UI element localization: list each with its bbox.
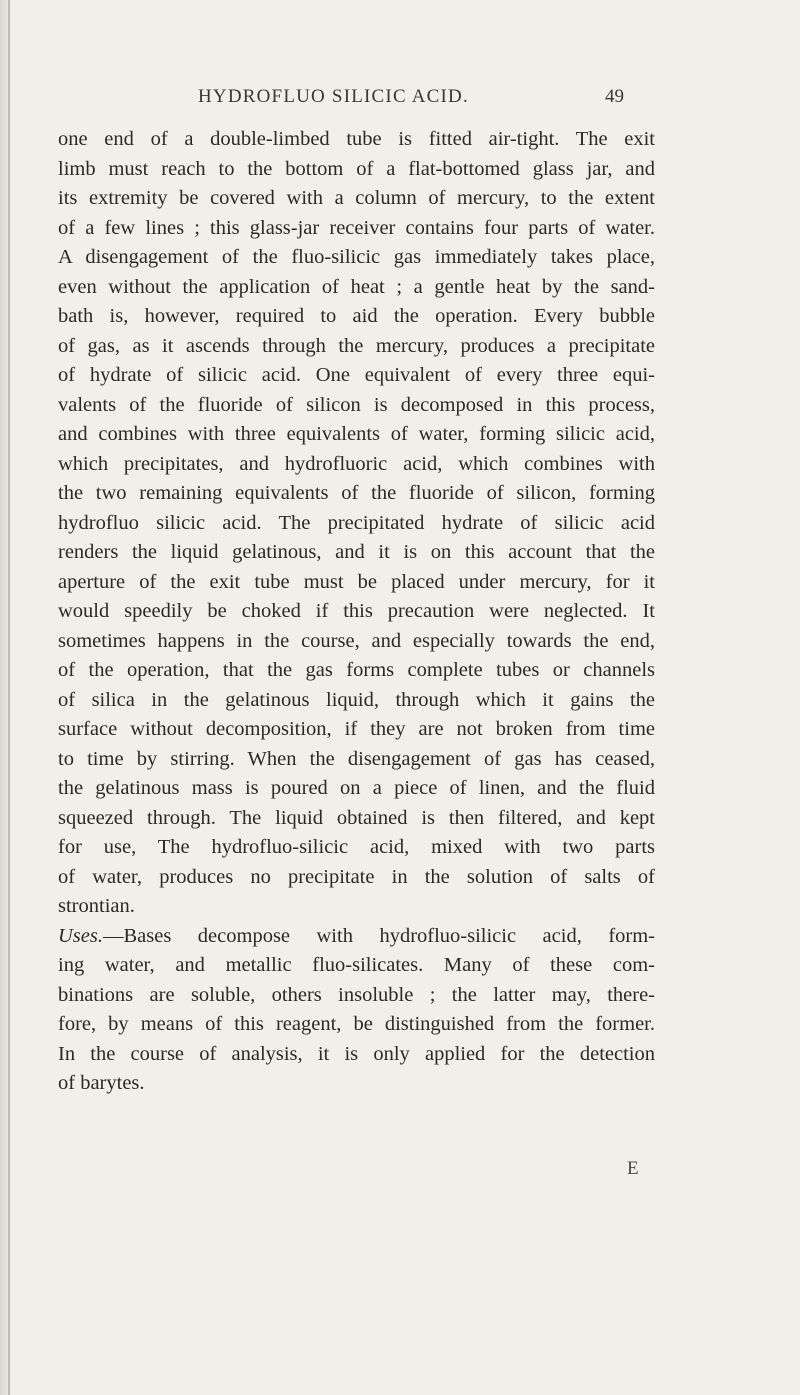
- section-label: Uses.: [58, 924, 103, 947]
- text-line: In the course of analysis, it is only applied for the detection: [58, 1042, 655, 1065]
- text-line: hydrofluo silicic acid. The precipitated hydrate of silicic acid: [58, 511, 655, 534]
- text-line: which precipitates, and hydrofluoric acid, which combines with: [58, 452, 655, 475]
- text-line: of barytes.: [58, 1072, 145, 1094]
- text-line: squeezed through. The liquid obtained is then filtered, and kept: [58, 806, 655, 829]
- text-line: renders the liquid gelatinous, and it is on this account that the: [58, 541, 655, 563]
- text-line: surface without decomposition, if they are not broken from time: [58, 718, 655, 740]
- text-line: and combines with three equivalents of water, forming silicic acid,: [58, 423, 655, 445]
- text-line: limb must reach to the bottom of a flat-bottomed glass jar, and: [58, 157, 655, 180]
- text-line: Uses.—Bases decompose with hydrofluo-silicic acid, form-: [58, 924, 655, 947]
- page-gutter-shadow: [0, 0, 12, 1395]
- text-line: A disengagement of the fluo-silicic gas immediately takes place,: [58, 246, 655, 268]
- text-line: of hydrate of silicic acid. One equivalent of every three equi-: [58, 364, 655, 386]
- signature-mark: E: [627, 1158, 639, 1179]
- text-line: one end of a double-limbed tube is fitted air-tight. The exit: [58, 128, 655, 150]
- text-line: of a few lines ; this glass-jar receiver contains four parts of water.: [58, 216, 655, 239]
- text-line: the two remaining equivalents of the fluoride of silicon, forming: [58, 482, 655, 504]
- text-line: aperture of the exit tube must be placed under mercury, for it: [58, 570, 655, 593]
- text-line: the gelatinous mass is poured on a piece of linen, and the fluid: [58, 777, 655, 799]
- running-head: HYDROFLUO SILICIC ACID.: [198, 86, 469, 107]
- text-line: strontian.: [58, 895, 135, 917]
- text-line: its extremity be covered with a column of mercury, to the extent: [58, 187, 655, 209]
- text-line: of gas, as it ascends through the mercury, produces a precipitate: [58, 334, 655, 357]
- text-line: ing water, and metallic fluo-silicates. Many of these com-: [58, 954, 655, 976]
- text-line: even without the application of heat ; a gentle heat by the sand-: [58, 275, 655, 298]
- text-line: bath is, however, required to aid the operation. Every bubble: [58, 305, 655, 327]
- text-line: of silica in the gelatinous liquid, through which it gains the: [58, 688, 655, 711]
- text-line: fore, by means of this reagent, be distinguished from the former.: [58, 1013, 655, 1035]
- text-line: for use, The hydrofluo-silicic acid, mixed with two parts: [58, 836, 655, 858]
- body-text: [58, 125, 655, 1099]
- text-line: of water, produces no precipitate in the solution of salts of: [58, 865, 655, 888]
- binding-edge: [8, 0, 10, 1395]
- text-line: valents of the fluoride of silicon is decomposed in this process,: [58, 393, 655, 416]
- text-line: to time by stirring. When the disengagement of gas has ceased,: [58, 747, 655, 770]
- text-line: of the operation, that the gas forms complete tubes or channels: [58, 659, 655, 681]
- page-number: 49: [605, 86, 624, 107]
- text-line: sometimes happens in the course, and especially towards the end,: [58, 629, 655, 652]
- text-line: would speedily be choked if this precaution were neglected. It: [58, 600, 655, 622]
- text-line: binations are soluble, others insoluble ; the latter may, there-: [58, 983, 655, 1006]
